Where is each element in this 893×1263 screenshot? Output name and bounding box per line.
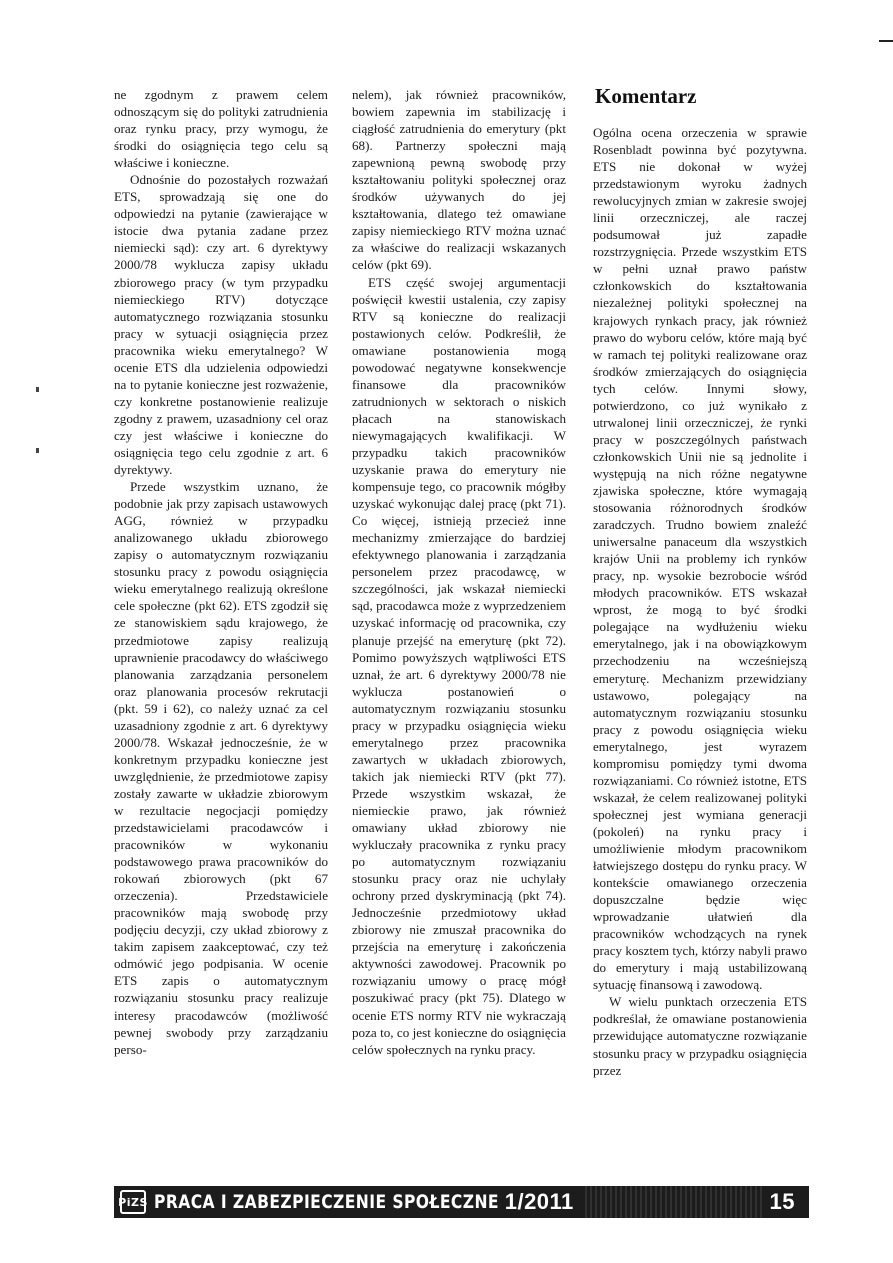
margin-mark [36, 387, 39, 392]
edge-mark [879, 40, 893, 42]
paragraph: Ogólna ocena orzeczenia w sprawie Rosenbladt powinna być pozytywna. ETS nie dokonał w wyżej przedstawionym wyroku żadnych rewolucyjnych zmian w zakresie swojej linii orzeczniczej, ale raczej podsumował już zapadłe rozstrzygnięcia. Przede wszystkim ETS w pełni uznał prawo państw członkowskich do kształtowania niezależnej polityki społecznej na krajowych rynkach pracy, jak również prawo do wyboru celów, które mają być w ramach tej polityki realizowane oraz środków zmierzających do osiągnięcia tych celów. Innymi słowy, potwierdzono, co już wynikało z utrwalonej linii orzeczniczej, że rynki pracy w poszczególnych państwach członkowskich Unii nie są jednolite i występują na nich różne negatywne zjawiska społeczne, które wymagają stosowania różnorodnych środków zaradczych. Trudno bowiem znaleźć uniwersalne panaceum dla wszystkich krajów Unii na problemy ich rynków pracy, np. wysokie bezrobocie wśród młodych pracowników. ETS wskazał wprost, że mogą to być środki polegające na wydłużeniu wieku emerytalnego, jak i na obowiązkowym przechodzeniu na wcześniejszą emeryturę. Mechanizm przewidziany ustawowo, polegający na automatycznym rozwiązaniu stosunku pracy z powodu osiągnięcia wieku emerytalnego, jest wyrazem kompromisu pomiędzy tymi dwoma rozwiązaniami. Co również istotne, ETS wskazał, że celem realizowanej polityki społecznej jest wymiana generacji (pokoleń) na rynku pracy i umożliwienie młodym pracownikom łatwiejszego dostępu do rynku pracy. W kontekście omawianego orzeczenia dopuszczalne będzie więc wprowadzanie ułatwień dla pracowników wchodzących na rynek pracy kosztem tych, którzy nabyli prawo do emerytury i mają ustabilizowaną sytuację finansową i zawodową. [593, 125, 807, 993]
journal-title: PRACA I ZABEZPIECZENIE SPOŁECZNE [154, 1191, 499, 1213]
column-2 [352, 86, 566, 1180]
journal-footer [114, 1186, 809, 1218]
paragraph: W wielu punktach orzeczenia ETS podkreślał, że omawiane postanowienia przewidujące automatyczne rozwiązanie stosunku pracy w przypadku osiągnięcia przez [593, 994, 807, 1078]
margin-mark [36, 448, 39, 453]
column-1 [114, 86, 328, 1180]
page-number: 15 [769, 1189, 795, 1214]
paragraph: Przede wszystkim uznano, że podobnie jak przy zapisach ustawowych AGG, również w przypadku analizowanego układu zbiorowego zapisy o automatycznym rozwiązaniu stosunku pracy z powodu osiągnięcia wieku emerytalnego realizują określone cele społeczne (pkt 62). ETS zgodził się ze stanowiskiem sądu krajowego, że przedmiotowe zapisy realizują uprawnienie pracodawcy do właściwego planowania zarządzania personelem oraz planowania procesów rekrutacji (pkt. 59 i 62), co należy uznać za cel uzasadniony zgodnie z art. 6 dyrektywy 2000/78. Wskazał jednocześnie, że w konkretnym przypadku konieczne jest uwzględnienie, że przedmiotowe zapisy zostały zawarte w układzie zbiorowym w rezultacie negocjacji pomiędzy przedstawicielami pracodawców i pracowników w wykonaniu podstawowego prawa pracowników do rokowań zbiorowych (pkt 67 orzeczenia). Przedstawiciele pracowników mają swobodę przy podjęciu decyzji, czy układ zbiorowy z takim zapisem zaakceptować, czy też odmówić jego podpisania. W ocenie ETS zapis o automatycznym rozwiązaniu stosunku pracy realizuje interesy pracodawców (możliwość pewnej swobody przy zarządzaniu perso- [114, 479, 328, 1057]
footer-pattern [582, 1186, 762, 1218]
paragraph: ne zgodnym z prawem celem odnoszącym się do polityki zatrudnienia oraz rynku pracy, przy wymogu, że środki do osiągnięcia tego celu są właściwe i konieczne. [114, 87, 328, 171]
issue-number: 1/2011 [504, 1189, 574, 1214]
paragraph: ETS część swojej argumentacji poświęcił kwestii ustalenia, czy zapisy RTV są konieczne do realizacji postawionych celów. Podkreślił, że omawiane postanowienia mogą powodować negatywne konsekwencje finansowe dla pracowników zatrudnionych w sektorach o niskich płacach na stanowiskach niewymagających kwalifikacji. W przypadku takich pracowników uzyskanie prawa do emerytury nie kompensuje tego, co pracownik mógłby uzyskać wykonując dalej pracę (pkt 71). Co więcej, istnieją przecież inne mechanizmy zmierzające do bardziej efektywnego planowania i zarządzania personelem przez pracodawcę, w szczególności, jak wskazał niemiecki sąd, pracodawca może z wyprzedzeniem uzyskać informację od pracownika, czy planuje przejść na emeryturę (pkt 72). Pomimo powyższych wątpliwości ETS uznał, że art. 6 dyrektywy 2000/78 nie wyklucza postanowień o automatycznym rozwiązaniu stosunku pracy w przypadku osiągnięcia wieku emerytalnego przez pracownika zawartych w układach zbiorowych, takich jak niemiecki RTV (pkt 77). Przede wszystkim wskazał, że niemieckie prawo, jak również omawiany układ zbiorowy nie wykluczały pracownika z rynku pracy po automatycznym rozwiązaniu stosunku pracy oraz nie uchylały ochrony przed dyskryminacją (pkt 74). Jednocześnie przedmiotowy układ zbiorowy nie zmuszał pracownika do przejścia na emeryturę i zakończenia aktywności zawodowej. Pracownik po rozwiązaniu umowy o pracę mógł poszukiwać pracy (pkt 75). Dlatego w ocenie ETS normy RTV nie wykraczają poza to, co jest konieczne do osiągnięcia celów społecznych na rynku pracy. [352, 274, 566, 1057]
journal-logo: PiZS [120, 1190, 146, 1214]
paragraph: nelem), jak również pracowników, bowiem zapewnia im stabilizację i ciągłość zatrudnienia do emerytury (pkt 68). Partnerzy społeczni mają zapewnioną pewną swobodę przy kształtowaniu polityki społecznej oraz środków używanych do jej kształtowania, dlatego też omawiane zapisy niemieckiego RTV można uznać za właściwe do realizacji wskazanych celów (pkt 69). [352, 87, 566, 273]
column-3 [593, 124, 807, 1180]
section-heading: Komentarz [595, 84, 697, 108]
paragraph: Odnośnie do pozostałych rozważań ETS, sprowadzają się one do odpowiedzi na pytanie (zawierające w istocie dwa pytania zadane przez niemiecki sąd): czy art. 6 dyrektywy 2000/78 wyklucza zapisy układu zbiorowego pracy (w tym przypadku niemieckiego RTV) dotyczące automatycznego rozwiązania stosunku pracy w sytuacji osiągnięcia przez pracownika wieku emerytalnego? W ocenie ETS dla udzielenia odpowiedzi na to pytanie konieczne jest rozważenie, czy konkretne postanowienie realizuje zgodny z prawem, uzasadniony cel oraz czy jest właściwe i konieczne do osiągnięcia tego celu zgodnie z art. 6 dyrektywy. [114, 172, 328, 478]
